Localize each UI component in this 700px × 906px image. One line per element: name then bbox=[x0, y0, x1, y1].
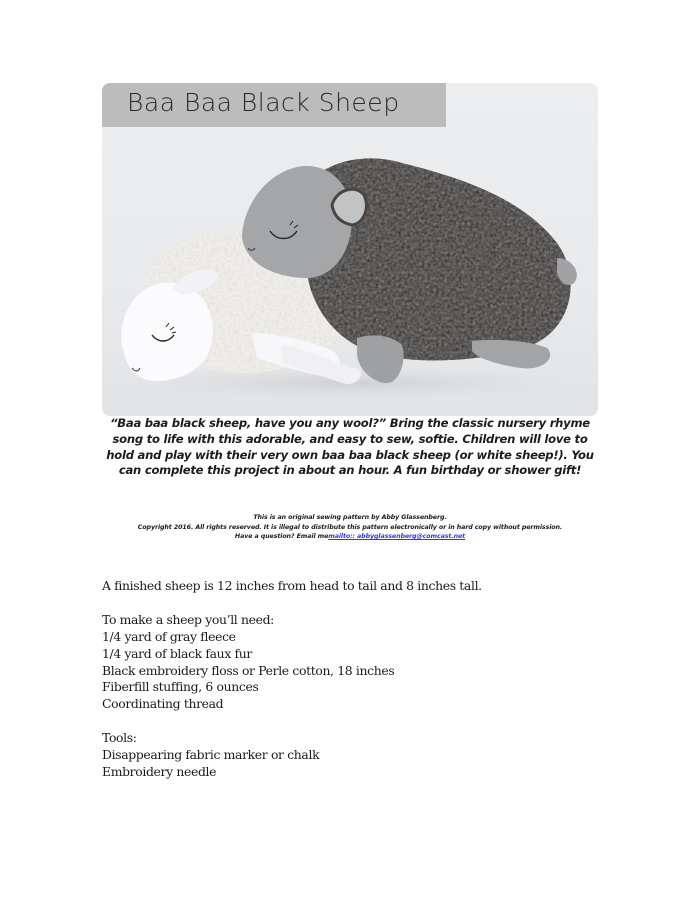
material-item: Black embroidery floss or Perle cotton, 18 inches bbox=[102, 662, 395, 678]
hero-photo bbox=[102, 83, 598, 416]
tools-heading: Tools: bbox=[102, 730, 137, 746]
material-item: Fiberfill stuffing, 6 ounces bbox=[102, 679, 259, 695]
material-item: 1/4 yard of gray fleece bbox=[102, 628, 236, 644]
contact-prefix: Have a question? Email me bbox=[234, 533, 329, 540]
material-item: Coordinating thread bbox=[102, 696, 224, 712]
spacer bbox=[102, 713, 582, 730]
author-line: This is an original sewing pattern by Abby Glassenberg. bbox=[253, 514, 447, 521]
sheep-illustration bbox=[102, 83, 598, 416]
materials-heading: To make a sheep you’ll need: bbox=[102, 611, 275, 627]
email-link[interactable]: mailto:: abbyglassenberg@comcast.net bbox=[328, 533, 466, 540]
copyright-line: Copyright 2016. All rights reserved. It is illegal to distribute this pattern electronically or in hard copy without permission. bbox=[137, 523, 563, 531]
tool-item: Disappearing fabric marker or chalk bbox=[102, 747, 320, 763]
spacer bbox=[102, 595, 582, 612]
credits-block bbox=[100, 513, 600, 542]
material-item: 1/4 yard of black faux fur bbox=[102, 645, 252, 661]
title-banner bbox=[102, 83, 446, 127]
intro-paragraph: “Baa baa black sheep, have you any wool?” Bring the classic nursery rhyme song to life with this adorable, and easy to sew, softie. Children will love to hold and play with their very own baa baa black sheep (or white sheep!). You can complete this project in about an hour. A fun birthday or shower gift! bbox=[106, 416, 594, 478]
size-note: A finished sheep is 12 inches from head to tail and 8 inches tall. bbox=[102, 578, 482, 593]
pattern-details bbox=[102, 578, 582, 781]
page-title: Baa Baa Black Sheep bbox=[127, 88, 400, 117]
contact-line bbox=[100, 532, 600, 542]
tool-item: Embroidery needle bbox=[102, 763, 217, 779]
